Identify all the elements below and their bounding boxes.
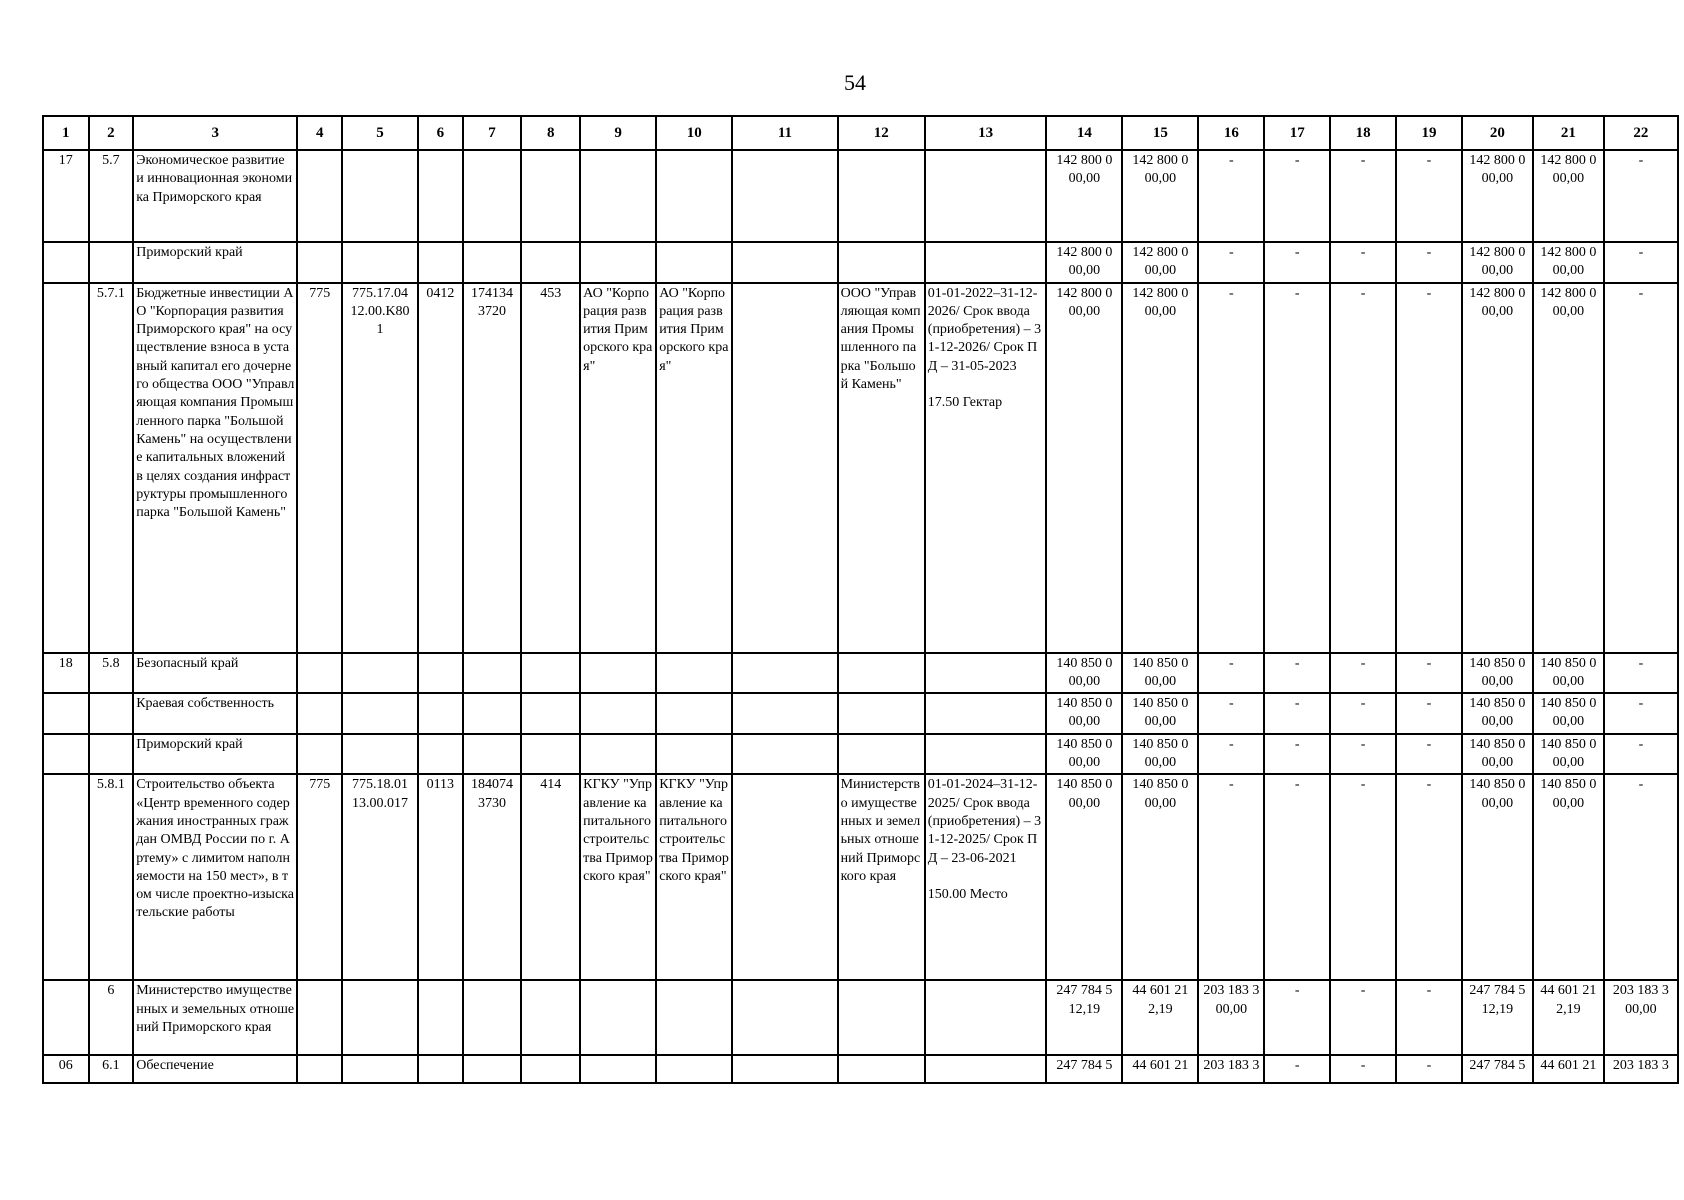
- table-cell-col-15: 140 850 0 00,00: [1122, 653, 1198, 694]
- table-cell-col-13: [925, 980, 1047, 1055]
- table-cell-col-20: 142 800 0 00,00: [1462, 283, 1533, 653]
- table-cell-col-19: -: [1396, 150, 1462, 242]
- table-cell-col-3: Министерство имущественных и земельных отношений Приморского края: [133, 980, 297, 1055]
- table-cell-col-2: [89, 693, 134, 734]
- table-cell-col-5: 775.17.04 12.00.K80 1: [342, 283, 418, 653]
- table-cell-col-3: Приморский край: [133, 734, 297, 775]
- table-cell-col-19: -: [1396, 242, 1462, 283]
- table-cell-col-4: 775: [297, 774, 342, 980]
- table-cell-col-11: [732, 734, 837, 775]
- table-cell-col-22: 203 183 3 00,00: [1604, 980, 1678, 1055]
- table-cell-col-5: [342, 1055, 418, 1083]
- table-cell-col-11: [732, 242, 837, 283]
- table-cell-col-4: [297, 653, 342, 694]
- table-cell-col-5: [342, 150, 418, 242]
- table-cell-col-14: 140 850 0 00,00: [1046, 734, 1122, 775]
- table-cell-col-7: [463, 1055, 522, 1083]
- table-cell-col-18: -: [1330, 774, 1396, 980]
- table-cell-col-17: -: [1264, 1055, 1330, 1083]
- table-cell-col-21: 140 850 0 00,00: [1533, 653, 1604, 694]
- table-cell-col-21: 140 850 0 00,00: [1533, 734, 1604, 775]
- header-cell: 19: [1396, 116, 1462, 150]
- header-row: [43, 116, 1678, 150]
- table-cell-col-6: 0113: [418, 774, 463, 980]
- table-cell-col-2: 6.1: [89, 1055, 134, 1083]
- table-cell-col-5: [342, 693, 418, 734]
- table-cell-col-22: -: [1604, 242, 1678, 283]
- table-cell-col-5: [342, 242, 418, 283]
- table-cell-col-1: [43, 734, 89, 775]
- table-cell-col-6: [418, 734, 463, 775]
- table-cell-col-3: Обеспечение: [133, 1055, 297, 1083]
- table-cell-col-10: [656, 693, 732, 734]
- table-cell-col-11: [732, 653, 837, 694]
- table-cell-col-11: [732, 150, 837, 242]
- table-row: [43, 242, 1678, 283]
- table-cell-col-8: [521, 150, 580, 242]
- table-cell-col-22: -: [1604, 734, 1678, 775]
- table-cell-col-9: КГКУ "Управление капитального строительства Приморского края": [580, 774, 656, 980]
- table-cell-col-11: [732, 283, 837, 653]
- table-cell-col-6: [418, 980, 463, 1055]
- header-cell: 10: [656, 116, 732, 150]
- table-cell-col-8: 414: [521, 774, 580, 980]
- table-cell-col-2: 6: [89, 980, 134, 1055]
- table-cell-col-2: 5.8: [89, 653, 134, 694]
- table-cell-col-12: [838, 150, 925, 242]
- table-cell-col-14: 140 850 0 00,00: [1046, 693, 1122, 734]
- table-cell-col-2: 5.8.1: [89, 774, 134, 980]
- table-cell-col-21: 142 800 0 00,00: [1533, 283, 1604, 653]
- table-cell-col-17: -: [1264, 693, 1330, 734]
- table-cell-col-4: [297, 734, 342, 775]
- table-cell-col-16: -: [1198, 774, 1264, 980]
- header-cell: 21: [1533, 116, 1604, 150]
- table-cell-col-14: 247 784 5 12,19: [1046, 980, 1122, 1055]
- table-cell-col-16: -: [1198, 693, 1264, 734]
- table-cell-col-1: [43, 283, 89, 653]
- table-cell-col-3: Безопасный край: [133, 653, 297, 694]
- table-cell-col-18: -: [1330, 1055, 1396, 1083]
- table-row: [43, 1055, 1678, 1083]
- table-cell-col-8: [521, 242, 580, 283]
- table-cell-col-3: Приморский край: [133, 242, 297, 283]
- table-cell-col-22: -: [1604, 653, 1678, 694]
- table-cell-col-12: [838, 980, 925, 1055]
- table-cell-col-7: [463, 734, 522, 775]
- table-cell-col-6: [418, 653, 463, 694]
- table-cell-col-7: [463, 242, 522, 283]
- table-cell-col-1: [43, 242, 89, 283]
- header-cell: 15: [1122, 116, 1198, 150]
- table-cell-col-15: 142 800 0 00,00: [1122, 283, 1198, 653]
- table-cell-col-20: 247 784 5 12,19: [1462, 980, 1533, 1055]
- table-cell-col-1: [43, 980, 89, 1055]
- table-cell-col-11: [732, 980, 837, 1055]
- table-cell-col-3: Бюджетные инвестиции АО "Корпорация развития Приморского края" на осуществление взноса в уставный капитал его дочернего общества ООО "Управляющая компания Промышленного парка "Большой Камень" на осуществление капитальных вложений в целях создания инфраструктуры промышленного парка "Большой Камень": [133, 283, 297, 653]
- table-cell-col-11: [732, 1055, 837, 1083]
- table-cell-col-17: -: [1264, 734, 1330, 775]
- table-cell-col-16: 203 183 3 00,00: [1198, 980, 1264, 1055]
- table-cell-col-5: [342, 980, 418, 1055]
- table-cell-col-20: 140 850 0 00,00: [1462, 653, 1533, 694]
- table-row: [43, 774, 1678, 980]
- header-cell: 1: [43, 116, 89, 150]
- table-cell-col-18: -: [1330, 653, 1396, 694]
- table-cell-col-15: 142 800 0 00,00: [1122, 242, 1198, 283]
- table-cell-col-16: -: [1198, 242, 1264, 283]
- header-cell: 17: [1264, 116, 1330, 150]
- table-cell-col-19: -: [1396, 734, 1462, 775]
- table-cell-col-3: Краевая собственность: [133, 693, 297, 734]
- table-cell-col-14: 142 800 0 00,00: [1046, 283, 1122, 653]
- table-cell-col-3: Экономическое развитие и инновационная экономика Приморского края: [133, 150, 297, 242]
- header-cell: 2: [89, 116, 134, 150]
- table-cell-col-16: -: [1198, 283, 1264, 653]
- table-cell-col-18: -: [1330, 150, 1396, 242]
- table-cell-col-9: [580, 980, 656, 1055]
- table-cell-col-20: 142 800 0 00,00: [1462, 242, 1533, 283]
- table-cell-col-4: [297, 150, 342, 242]
- header-cell: 5: [342, 116, 418, 150]
- table-cell-col-6: [418, 1055, 463, 1083]
- table-cell-col-14: 247 784 5: [1046, 1055, 1122, 1083]
- table-cell-col-13: 01-01-2022–31-12-2026/ Срок ввода (приобретения) – 31-12-2026/ Срок ПД – 31-05-2023 17.50 Гектар: [925, 283, 1047, 653]
- table-row: [43, 283, 1678, 653]
- table-cell-col-9: [580, 242, 656, 283]
- header-cell: 13: [925, 116, 1047, 150]
- table-cell-col-10: [656, 242, 732, 283]
- table-cell-col-18: -: [1330, 980, 1396, 1055]
- table-cell-col-20: 140 850 0 00,00: [1462, 774, 1533, 980]
- table-cell-col-8: [521, 980, 580, 1055]
- table-cell-col-5: 775.18.01 13.00.017: [342, 774, 418, 980]
- table-row: [43, 980, 1678, 1055]
- table-cell-col-22: -: [1604, 283, 1678, 653]
- table-cell-col-16: -: [1198, 150, 1264, 242]
- table-cell-col-22: -: [1604, 693, 1678, 734]
- header-cell: 3: [133, 116, 297, 150]
- table-cell-col-12: [838, 1055, 925, 1083]
- table-cell-col-18: -: [1330, 242, 1396, 283]
- table-cell-col-20: 140 850 0 00,00: [1462, 734, 1533, 775]
- table-cell-col-13: [925, 1055, 1047, 1083]
- table-cell-col-10: КГКУ "Управление капитального строительства Приморского края": [656, 774, 732, 980]
- table-cell-col-13: [925, 150, 1047, 242]
- table-cell-col-18: -: [1330, 734, 1396, 775]
- table-cell-col-20: 247 784 5: [1462, 1055, 1533, 1083]
- table-cell-col-3: Строительство объекта «Центр временного содержания иностранных граждан ОМВД России по г. Артему» с лимитом наполняемости на 150 мест», в том числе проектно-изыскательские работы: [133, 774, 297, 980]
- table-cell-col-11: [732, 693, 837, 734]
- header-cell: 4: [297, 116, 342, 150]
- table-cell-col-10: [656, 1055, 732, 1083]
- table-cell-col-2: 5.7: [89, 150, 134, 242]
- table-cell-col-17: -: [1264, 774, 1330, 980]
- table-cell-col-9: [580, 734, 656, 775]
- table-cell-col-9: [580, 693, 656, 734]
- table-cell-col-7: [463, 653, 522, 694]
- table-cell-col-7: [463, 980, 522, 1055]
- table-cell-col-11: [732, 774, 837, 980]
- header-cell: 9: [580, 116, 656, 150]
- table-cell-col-14: 142 800 0 00,00: [1046, 242, 1122, 283]
- table-cell-col-5: [342, 653, 418, 694]
- table-cell-col-12: ООО "Управляющая компания Промышленного парка "Большой Камень": [838, 283, 925, 653]
- header-cell: 14: [1046, 116, 1122, 150]
- table-cell-col-17: -: [1264, 980, 1330, 1055]
- table-cell-col-1: [43, 693, 89, 734]
- table-cell-col-14: 140 850 0 00,00: [1046, 653, 1122, 694]
- table-cell-col-9: [580, 653, 656, 694]
- table-cell-col-13: 01-01-2024–31-12-2025/ Срок ввода (приобретения) – 31-12-2025/ Срок ПД – 23-06-2021 150.00 Место: [925, 774, 1047, 980]
- table-cell-col-4: [297, 980, 342, 1055]
- table-cell-col-19: -: [1396, 774, 1462, 980]
- table-cell-col-17: -: [1264, 283, 1330, 653]
- table-cell-col-15: 140 850 0 00,00: [1122, 693, 1198, 734]
- table-cell-col-21: 140 850 0 00,00: [1533, 693, 1604, 734]
- header-cell: 11: [732, 116, 837, 150]
- table-cell-col-16: 203 183 3: [1198, 1055, 1264, 1083]
- table-cell-col-13: [925, 693, 1047, 734]
- table-cell-col-6: [418, 242, 463, 283]
- table-cell-col-17: -: [1264, 242, 1330, 283]
- table-cell-col-19: -: [1396, 980, 1462, 1055]
- table-row: [43, 734, 1678, 775]
- table-cell-col-10: АО "Корпорация развития Приморского края": [656, 283, 732, 653]
- table-cell-col-12: Министерство имущественных и земельных отношений Приморского края: [838, 774, 925, 980]
- table-cell-col-6: [418, 150, 463, 242]
- table-cell-col-9: [580, 1055, 656, 1083]
- investment-table: [42, 115, 1679, 1084]
- table-cell-col-4: [297, 693, 342, 734]
- table-cell-col-10: [656, 980, 732, 1055]
- table-cell-col-8: [521, 653, 580, 694]
- header-cell: 20: [1462, 116, 1533, 150]
- table-cell-col-7: 174134 3720: [463, 283, 522, 653]
- table-cell-col-4: [297, 242, 342, 283]
- table-cell-col-8: [521, 1055, 580, 1083]
- table-cell-col-12: [838, 242, 925, 283]
- page-number: 54: [844, 70, 866, 95]
- table-cell-col-13: [925, 734, 1047, 775]
- table-cell-col-16: -: [1198, 734, 1264, 775]
- table-cell-col-10: [656, 653, 732, 694]
- table-cell-col-8: [521, 734, 580, 775]
- table-cell-col-15: 44 601 21 2,19: [1122, 980, 1198, 1055]
- table-cell-col-19: -: [1396, 283, 1462, 653]
- header-cell: 16: [1198, 116, 1264, 150]
- table-cell-col-9: АО "Корпорация развития Приморского края": [580, 283, 656, 653]
- table-cell-col-1: 06: [43, 1055, 89, 1083]
- table-cell-col-13: [925, 653, 1047, 694]
- table-cell-col-7: 184074 3730: [463, 774, 522, 980]
- table-cell-col-5: [342, 734, 418, 775]
- table-cell-col-7: [463, 693, 522, 734]
- table-cell-col-18: -: [1330, 693, 1396, 734]
- table-cell-col-21: 142 800 0 00,00: [1533, 150, 1604, 242]
- table-cell-col-8: [521, 693, 580, 734]
- table-cell-col-21: 142 800 0 00,00: [1533, 242, 1604, 283]
- table-cell-col-16: -: [1198, 653, 1264, 694]
- table-cell-col-2: [89, 242, 134, 283]
- table-cell-col-2: [89, 734, 134, 775]
- table-cell-col-10: [656, 150, 732, 242]
- table-cell-col-19: -: [1396, 693, 1462, 734]
- table-cell-col-17: -: [1264, 653, 1330, 694]
- table-cell-col-15: 142 800 0 00,00: [1122, 150, 1198, 242]
- table-cell-col-21: 44 601 21 2,19: [1533, 980, 1604, 1055]
- table-cell-col-19: -: [1396, 1055, 1462, 1083]
- table-cell-col-17: -: [1264, 150, 1330, 242]
- table-cell-col-14: 140 850 0 00,00: [1046, 774, 1122, 980]
- table-cell-col-15: 44 601 21: [1122, 1055, 1198, 1083]
- table-cell-col-9: [580, 150, 656, 242]
- table-cell-col-8: 453: [521, 283, 580, 653]
- table-cell-col-1: 17: [43, 150, 89, 242]
- table-cell-col-4: [297, 1055, 342, 1083]
- table-cell-col-22: 203 183 3: [1604, 1055, 1678, 1083]
- header-cell: 18: [1330, 116, 1396, 150]
- table-row: [43, 653, 1678, 694]
- header-cell: 8: [521, 116, 580, 150]
- table-cell-col-22: -: [1604, 774, 1678, 980]
- table-cell-col-10: [656, 734, 732, 775]
- header-cell: 12: [838, 116, 925, 150]
- table-cell-col-20: 142 800 0 00,00: [1462, 150, 1533, 242]
- table-cell-col-19: -: [1396, 653, 1462, 694]
- table-row: [43, 150, 1678, 242]
- table-cell-col-6: 0412: [418, 283, 463, 653]
- table-cell-col-12: [838, 734, 925, 775]
- table-cell-col-15: 140 850 0 00,00: [1122, 734, 1198, 775]
- table-cell-col-2: 5.7.1: [89, 283, 134, 653]
- table-row: [43, 693, 1678, 734]
- table-cell-col-15: 140 850 0 00,00: [1122, 774, 1198, 980]
- table-cell-col-4: 775: [297, 283, 342, 653]
- header-cell: 6: [418, 116, 463, 150]
- table-cell-col-7: [463, 150, 522, 242]
- table-cell-col-14: 142 800 0 00,00: [1046, 150, 1122, 242]
- table-cell-col-12: [838, 653, 925, 694]
- table-cell-col-20: 140 850 0 00,00: [1462, 693, 1533, 734]
- table-cell-col-13: [925, 242, 1047, 283]
- table-cell-col-18: -: [1330, 283, 1396, 653]
- header-cell: 7: [463, 116, 522, 150]
- table-cell-col-12: [838, 693, 925, 734]
- table-cell-col-21: 44 601 21: [1533, 1055, 1604, 1083]
- table-cell-col-1: [43, 774, 89, 980]
- table-cell-col-1: 18: [43, 653, 89, 694]
- table-cell-col-6: [418, 693, 463, 734]
- table-cell-col-21: 140 850 0 00,00: [1533, 774, 1604, 980]
- table-cell-col-22: -: [1604, 150, 1678, 242]
- header-cell: 22: [1604, 116, 1678, 150]
